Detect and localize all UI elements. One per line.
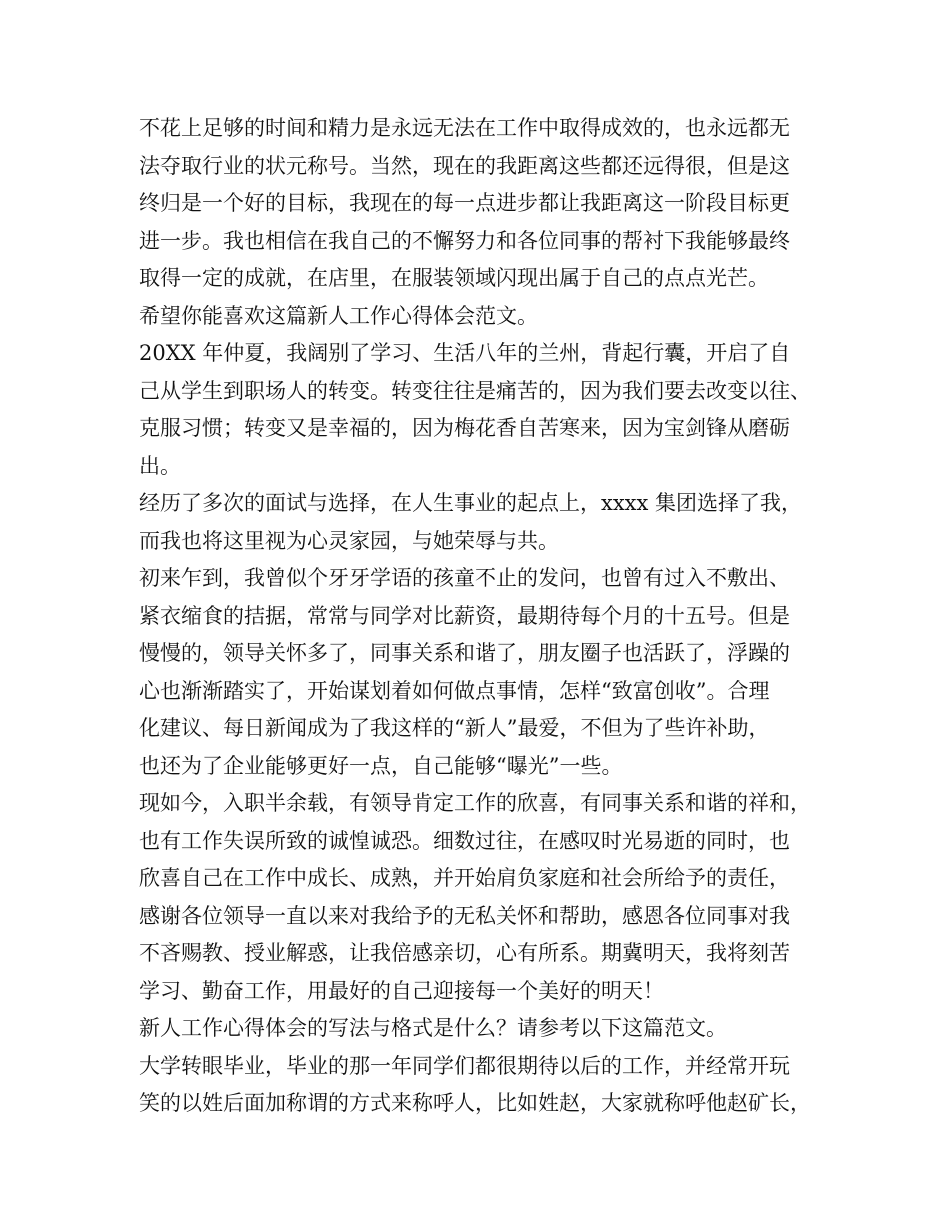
text-line: 现如今，入职半余载，有领导肯定工作的欣喜，有同事关系和谐的祥和， (139, 791, 811, 815)
text-line: 学习、勤奋工作，用最好的自己迎接每一个美好的明天！ (139, 978, 664, 1003)
text-line: 心也渐渐踏实了，开始谋划着如何做点事情，怎样“致富创收”。合理 (139, 678, 770, 703)
text-line: 化建议、每日新闻成为了我这样的“新人”最爱，不但为了些许补助， (139, 716, 770, 740)
text-line: 而我也将这里视为心灵家园，与她荣辱与共。 (139, 528, 559, 553)
document-body (139, 110, 829, 1123)
text-line: 取得一定的成就，在店里，在服装领域闪现出属于自己的点点光芒。 (139, 266, 769, 290)
text-line: 克服习惯；转变又是幸福的，因为梅花香自苦寒来，因为宝剑锋从磨砺 (139, 416, 790, 440)
text-line: 法夺取行业的状元称号。当然，现在的我距离这些都还远得很，但是这 (139, 153, 790, 178)
text-line: 出。 (139, 453, 181, 478)
text-line: 大学转眼毕业，毕业的那一年同学们都很期待以后的工作，并经常开玩 (139, 1053, 790, 1078)
text-line: 20XX 年仲夏，我阔别了学习、生活八年的兰州，背起行囊，开启了自 (139, 341, 791, 365)
text-line: 经历了多次的面试与选择，在人生事业的起点上，xxxx 集团选择了我， (139, 491, 803, 515)
text-line: 己从学生到职场人的转变。转变往往是痛苦的，因为我们要去改变以往、 (139, 378, 811, 403)
text-line: 也有工作失误所致的诚惶诚恐。细数过往，在感叹时光易逝的同时，也 (139, 828, 790, 853)
text-line: 慢慢的，领导关怀多了，同事关系和谐了，朋友圈子也活跃了，浮躁的 (139, 641, 790, 665)
text-line: 希望你能喜欢这篇新人工作心得体会范文。 (139, 303, 538, 328)
text-line: 新人工作心得体会的写法与格式是什么？请参考以下这篇范文。 (139, 1016, 727, 1040)
text-line: 不吝赐教、授业解惑，让我倍感亲切，心有所系。期冀明天，我将刻苦 (139, 941, 790, 965)
text-line: 终归是一个好的目标，我现在的每一点进步都让我距离这一阶段目标更 (139, 191, 790, 215)
text-line: 欣喜自己在工作中成长、成熟，并开始肩负家庭和社会所给予的责任， (139, 866, 790, 890)
text-line: 笑的以姓后面加称谓的方式来称呼人，比如姓赵，大家就称呼他赵矿长， (139, 1091, 811, 1115)
text-line: 进一步。我也相信在我自己的不懈努力和各位同事的帮衬下我能够最终 (139, 228, 790, 253)
text-line: 也还为了企业能够更好一点，自己能够“曝光”一些。 (139, 753, 623, 778)
text-line: 紧衣缩食的拮据，常常与同学对比薪资，最期待每个月的十五号。但是 (139, 603, 790, 628)
text-line: 感谢各位领导一直以来对我给予的无私关怀和帮助，感恩各位同事对我 (139, 903, 790, 928)
text-line: 不花上足够的时间和精力是永远无法在工作中取得成效的，也永远都无 (139, 116, 790, 140)
text-line: 初来乍到，我曾似个牙牙学语的孩童不止的发问，也曾有过入不敷出、 (139, 566, 790, 590)
